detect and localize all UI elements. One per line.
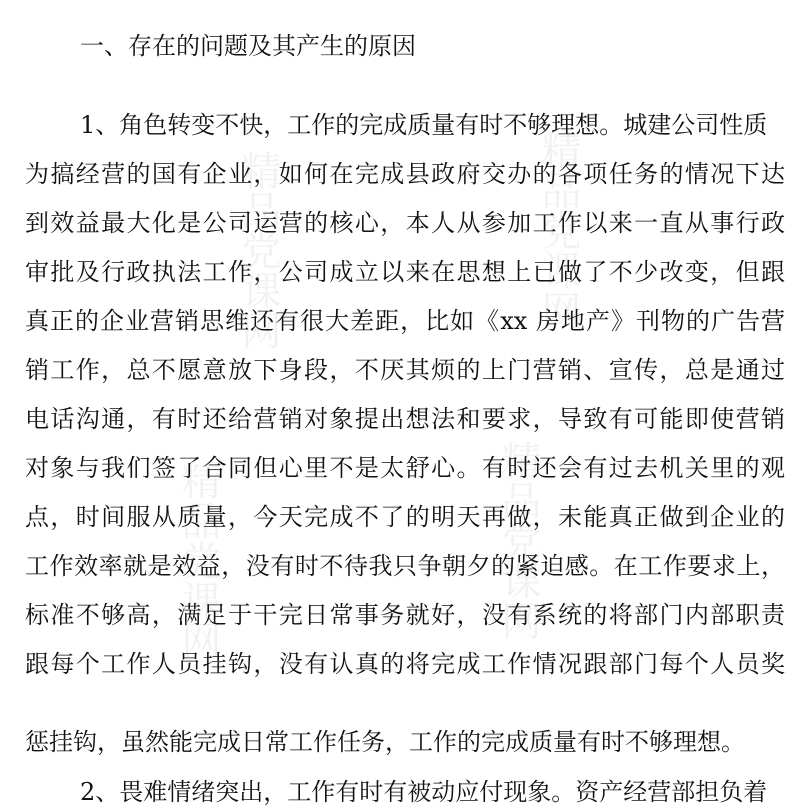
paragraph-line: 对象与我们签了合同但心里不是太舒心。有时还会有过去机关里的观 [25, 454, 785, 482]
paragraph-line: 2、畏难情绪突出，工作有时有被动应付现象。资产经营部担负着 [80, 778, 768, 806]
paragraph-line: 为搞经营的国有企业，如何在完成县政府交办的各项任务的情况下达 [25, 160, 785, 188]
paragraph-line: 电话沟通，有时还给营销对象提出想法和要求，导致有可能即使营销 [25, 405, 785, 433]
paragraph-line: 审批及行政执法工作，公司成立以来在思想上已做了不少改变，但跟 [25, 258, 785, 286]
watermark-text: 精品党课网 [535, 130, 581, 330]
paragraph-line: 点，时间服从质量，今天完成不了的明天再做，未能真正做到企业的 [25, 503, 785, 531]
section-heading: 一、存在的问题及其产生的原因 [80, 32, 416, 60]
watermark-text: 精品党课网 [175, 460, 221, 660]
watermark-text: 精品党课网 [235, 150, 281, 350]
paragraph-line: 到效益最大化是公司运营的核心，本人从参加工作以来一直从事行政 [25, 209, 785, 237]
paragraph-line: 标准不够高，满足于干完日常事务就好，没有系统的将部门内部职责 [25, 601, 785, 629]
paragraph-line: 1、角色转变不快，工作的完成质量有时不够理想。城建公司性质 [80, 111, 768, 139]
paragraph-line: 真正的企业营销思维还有很大差距，比如《xx 房地产》刊物的广告营 [25, 307, 785, 335]
paragraph-line: 惩挂钩，虽然能完成日常工作任务，工作的完成质量有时不够理想。 [25, 728, 745, 756]
watermark-text: 精品党课网 [495, 440, 541, 640]
paragraph-line: 工作效率就是效益，没有时不待我只争朝夕的紧迫感。在工作要求上， [25, 552, 785, 580]
paragraph-line: 跟每个工作人员挂钩，没有认真的将完成工作情况跟部门每个人员奖 [25, 650, 785, 678]
paragraph-line: 销工作，总不愿意放下身段，不厌其烦的上门营销、宣传，总是通过 [25, 356, 785, 384]
